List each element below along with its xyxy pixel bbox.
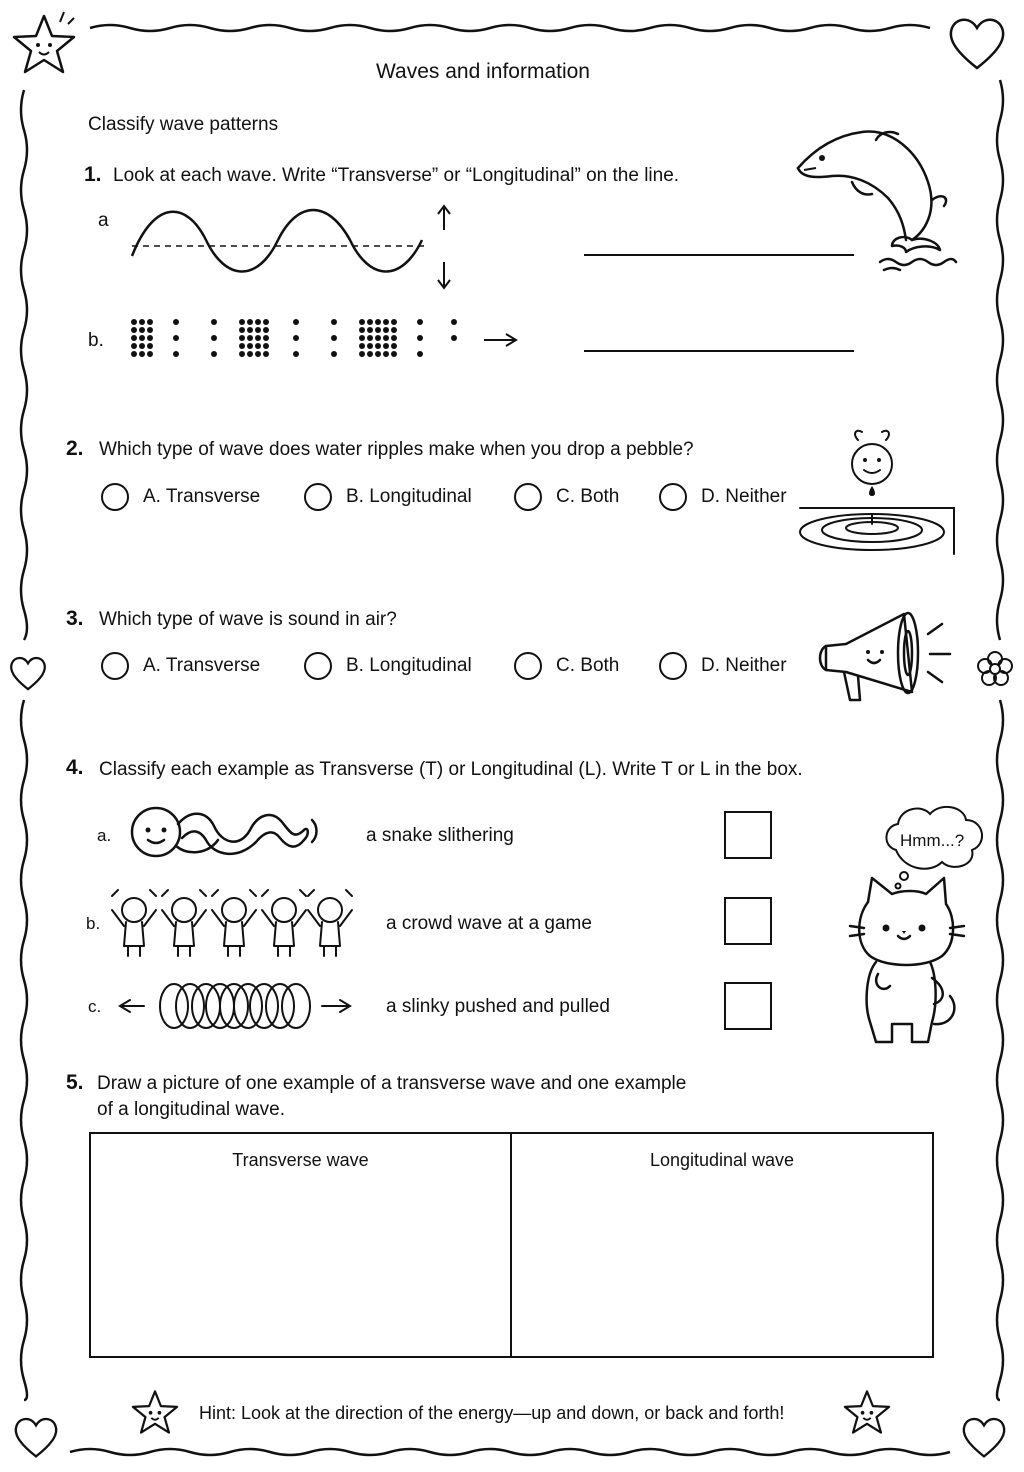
star-icon bbox=[130, 1388, 180, 1436]
q1-item-b-label: b. bbox=[88, 330, 104, 351]
drawing-cell-longitudinal[interactable] bbox=[512, 1134, 932, 1356]
option-label: D. Neither bbox=[701, 655, 787, 676]
q5-prompt-line2: of a longitudinal wave. bbox=[97, 1099, 286, 1120]
heart-icon bbox=[960, 1414, 1008, 1460]
radio-circle[interactable] bbox=[101, 483, 129, 511]
heart-icon bbox=[12, 1414, 60, 1460]
q2-option-c[interactable] bbox=[514, 483, 619, 511]
transverse-wave-diagram bbox=[128, 200, 468, 296]
q5-number: 5. bbox=[66, 1071, 84, 1094]
radio-circle[interactable] bbox=[659, 652, 687, 680]
q4-answer-box-a[interactable] bbox=[724, 811, 772, 859]
q4-item-a-text: a snake slithering bbox=[366, 825, 514, 846]
q3-number: 3. bbox=[66, 607, 84, 630]
option-label: D. Neither bbox=[701, 486, 787, 507]
q1-number: 1. bbox=[84, 163, 102, 186]
snake-icon bbox=[124, 800, 324, 864]
sparkle-lines bbox=[56, 8, 76, 28]
thought-bubble-text: Hmm...? bbox=[900, 831, 965, 850]
section-heading: Classify wave patterns bbox=[88, 114, 279, 135]
option-label: B. Longitudinal bbox=[346, 655, 472, 676]
crowd-icon bbox=[108, 884, 360, 960]
q1-answer-line-b[interactable] bbox=[584, 350, 854, 352]
q4-item-c-label: c. bbox=[88, 997, 102, 1016]
q4-answer-box-c[interactable] bbox=[724, 982, 772, 1030]
option-label: C. Both bbox=[556, 486, 620, 507]
q3-option-b[interactable] bbox=[304, 652, 472, 680]
radio-circle[interactable] bbox=[659, 483, 687, 511]
q3-option-a[interactable] bbox=[101, 652, 260, 680]
q3-option-d[interactable] bbox=[659, 652, 787, 680]
megaphone-icon bbox=[816, 606, 958, 706]
longitudinal-wave-diagram bbox=[126, 314, 526, 366]
q4-item-b-label: b. bbox=[86, 914, 101, 933]
droplet-icon bbox=[796, 426, 960, 558]
q3-prompt: Which type of wave is sound in air? bbox=[99, 609, 397, 630]
drawing-table bbox=[89, 1132, 934, 1358]
hint-text: Hint: Look at the direction of the energy—up and down, or back and forth! bbox=[199, 1403, 785, 1423]
column-header-longitudinal: Longitudinal wave bbox=[649, 1150, 795, 1170]
q1-prompt: Look at each wave. Write “Transverse” or “Longitudinal” on the line. bbox=[113, 165, 680, 186]
q4-item-c-text: a slinky pushed and pulled bbox=[386, 996, 610, 1017]
radio-circle[interactable] bbox=[514, 483, 542, 511]
q4-item-b-text: a crowd wave at a game bbox=[386, 913, 592, 934]
star-icon bbox=[842, 1388, 892, 1436]
radio-circle[interactable] bbox=[101, 652, 129, 680]
q4-answer-box-b[interactable] bbox=[724, 897, 772, 945]
q4-number: 4. bbox=[66, 756, 84, 779]
q3-option-c[interactable] bbox=[514, 652, 619, 680]
q1-item-a-label: a bbox=[98, 210, 109, 231]
option-label: A. Transverse bbox=[143, 655, 261, 676]
flower-icon bbox=[976, 650, 1014, 688]
radio-circle[interactable] bbox=[514, 652, 542, 680]
dolphin-icon bbox=[792, 122, 962, 272]
option-label: B. Longitudinal bbox=[346, 486, 472, 507]
q2-prompt: Which type of wave does water ripples make when you drop a pebble? bbox=[99, 439, 694, 460]
radio-circle[interactable] bbox=[304, 483, 332, 511]
q4-item-a-label: a. bbox=[97, 826, 112, 845]
q5-prompt-line1: Draw a picture of one example of a transverse wave and one example bbox=[97, 1073, 687, 1094]
q2-number: 2. bbox=[66, 437, 84, 460]
drawing-cell-transverse[interactable] bbox=[91, 1134, 512, 1356]
column-header-transverse: Transverse wave bbox=[232, 1150, 369, 1170]
q2-option-b[interactable] bbox=[304, 483, 472, 511]
cat-icon bbox=[846, 874, 968, 1054]
q2-option-a[interactable] bbox=[101, 483, 260, 511]
q4-prompt: Classify each example as Transverse (T) or Longitudinal (L). Write T or L in the box. bbox=[99, 759, 803, 780]
heart-icon bbox=[8, 654, 48, 692]
option-label: A. Transverse bbox=[143, 486, 261, 507]
option-label: C. Both bbox=[556, 655, 620, 676]
page-title: Waves and information bbox=[376, 60, 590, 83]
radio-circle[interactable] bbox=[304, 652, 332, 680]
q1-answer-line-a[interactable] bbox=[584, 254, 854, 256]
slinky-icon bbox=[116, 976, 356, 1032]
q2-option-d[interactable] bbox=[659, 483, 787, 511]
